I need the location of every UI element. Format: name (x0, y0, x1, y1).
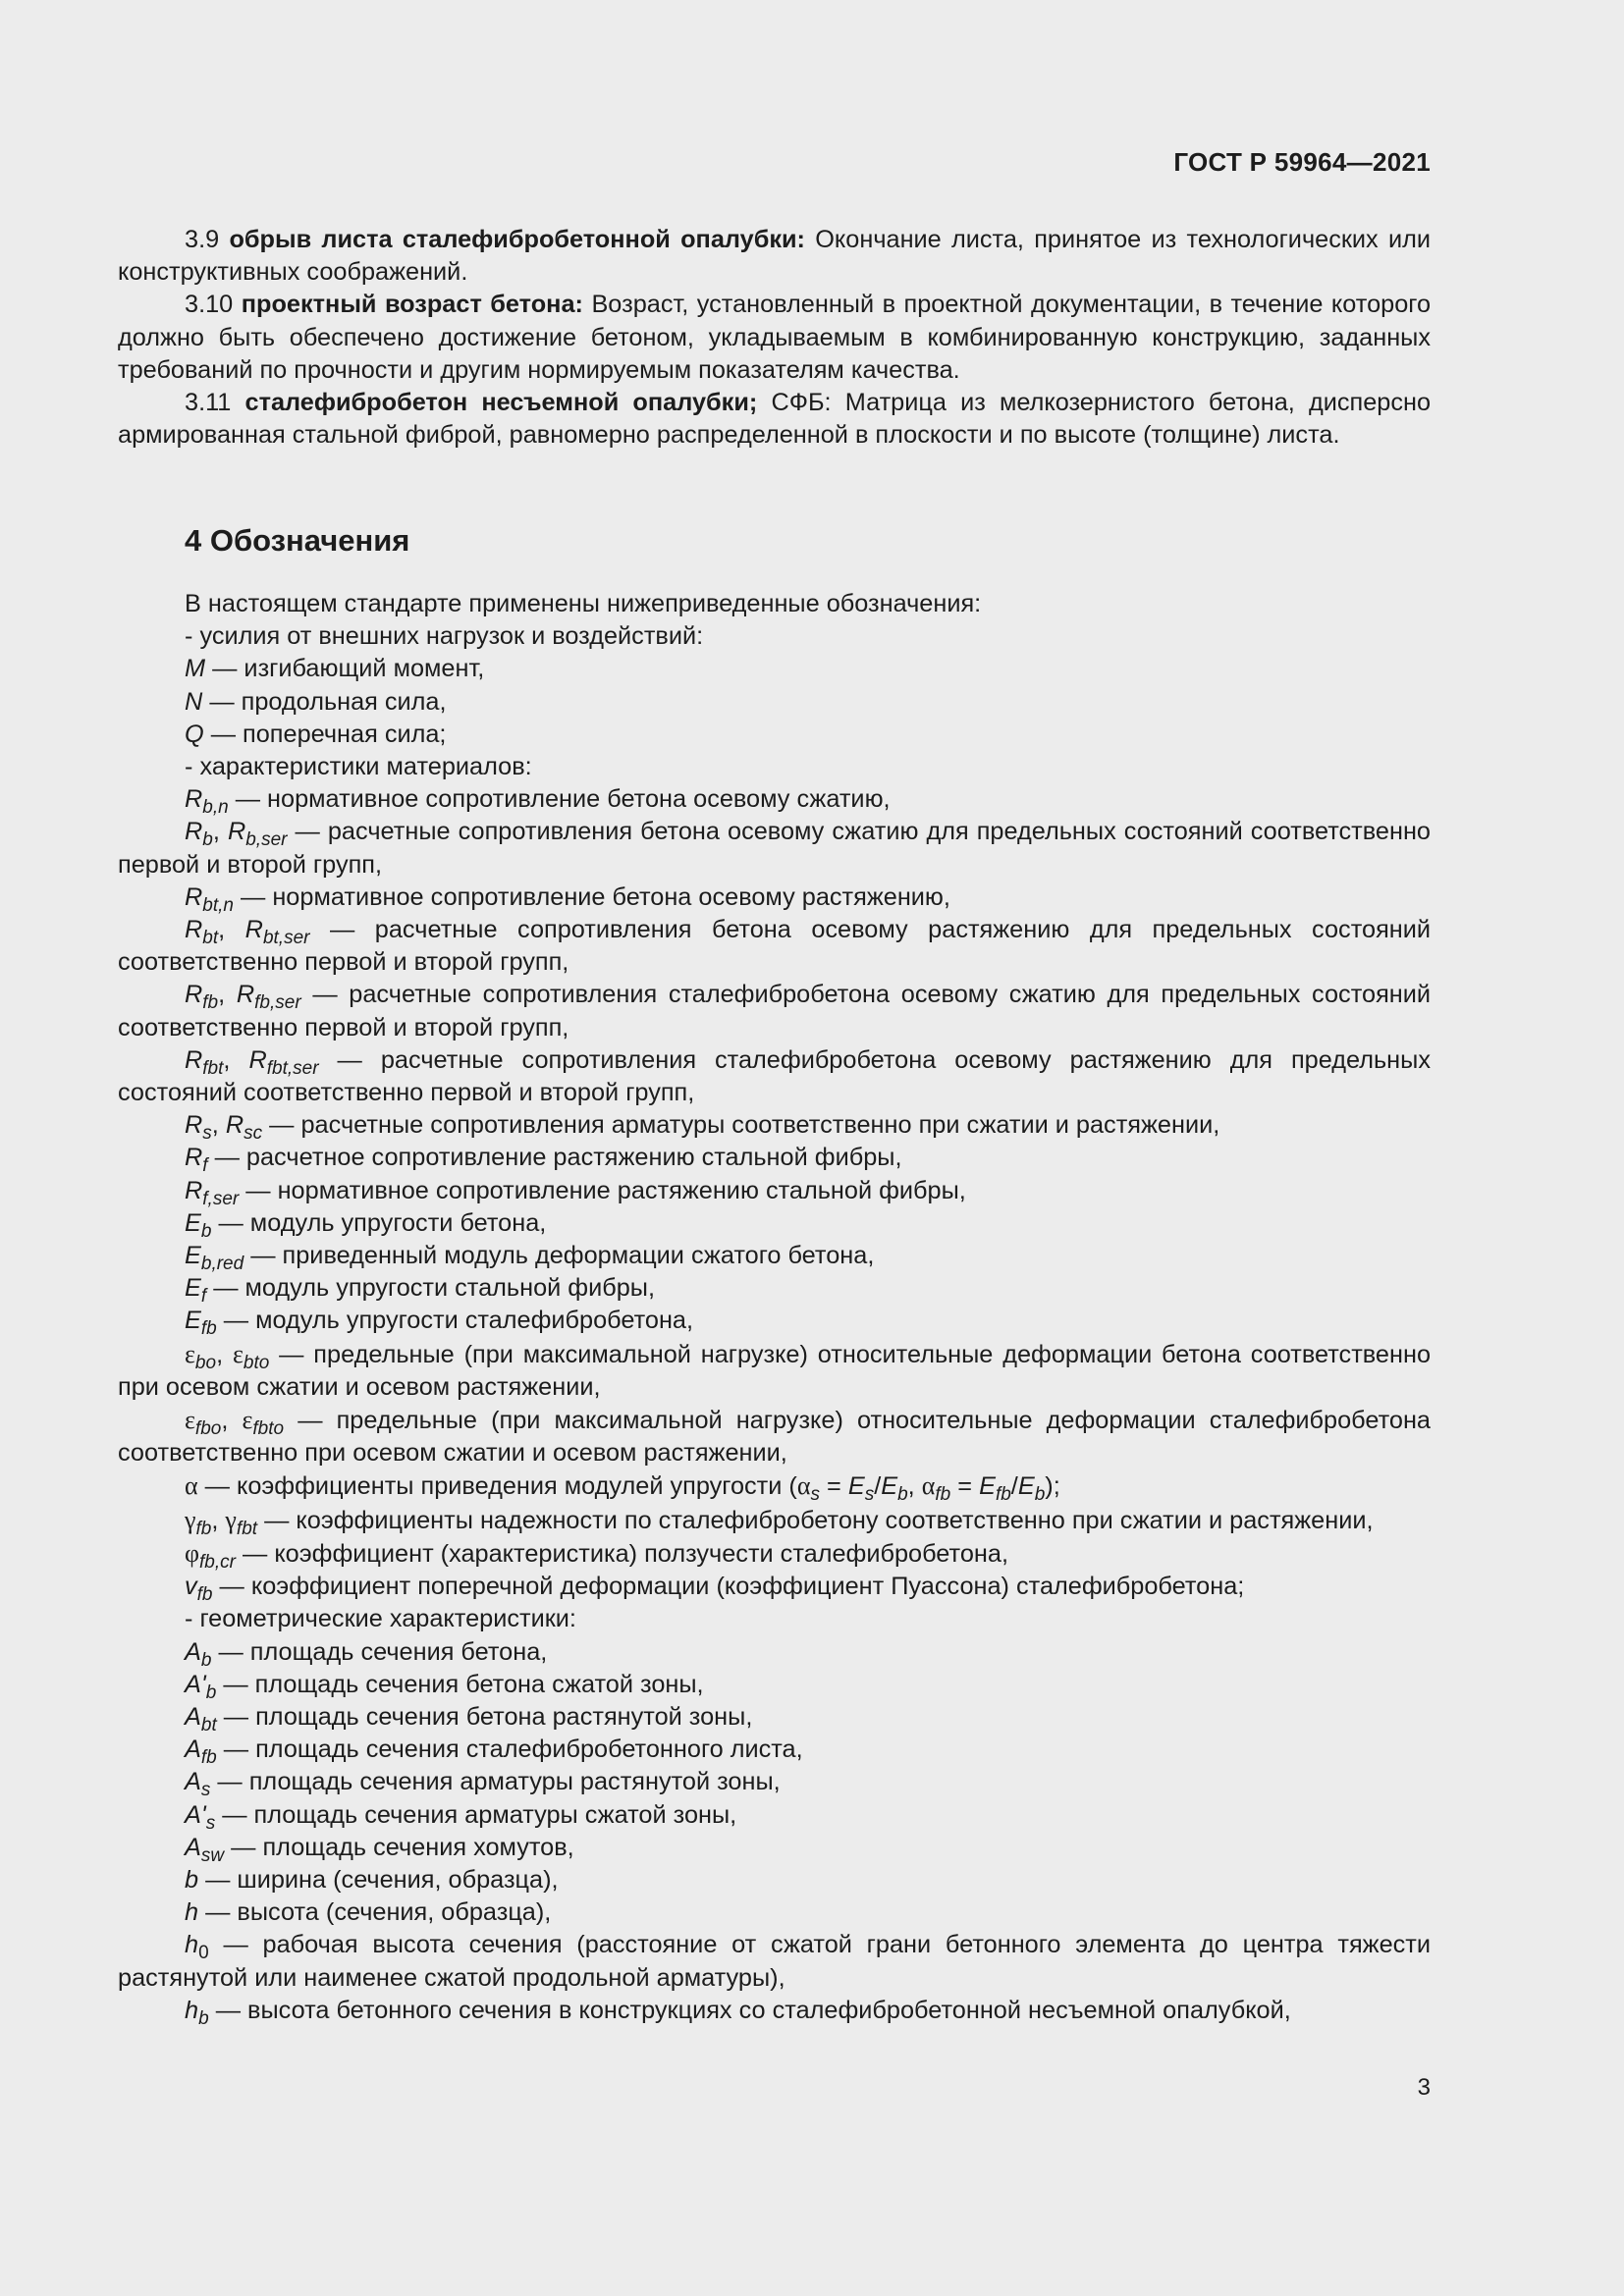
notation-nu: $v_{fb}$ — коэффициент поперечной деформации (коэффициент Пуассона) сталефибробетона; (185, 1573, 1245, 1606)
definition-3-9: 3.9 обрыв листа сталефибробетонной опалубки: Окончание листа, принятое из технологических или конструктивных соображений. (118, 226, 1431, 287)
notation-Asw: $A_{sw}$ — площадь сечения хомутов, (185, 1833, 574, 1866)
notation-M: M — изгибающий момент, (185, 655, 485, 683)
definition-3-10: 3.10 проектный возраст бетона: Возраст, установленный в проектной документации, в течение которого должно быть обеспечено достижение бетоном, укладываемым в комбинированную конструкцию, заданных требований по прочности и другим нормируемым показателям качества. (118, 291, 1432, 384)
definitions-block (118, 224, 1431, 452)
notation-Ef: $E_f$ — модуль упругости стальной фибры, (185, 1274, 656, 1308)
notation-Rf: $R_f$ — расчетное сопротивление растяжению стальной фибры, (185, 1144, 902, 1177)
notation-phi: $\varphi_{fb,cr}$ — коэффициент (характеристика) ползучести сталефибробетона, (185, 1538, 1008, 1573)
notation-Rfser: $R_{f,ser}$ — нормативное сопротивление растяжению стальной фибры, (185, 1176, 966, 1209)
notation-Afb: $A_{fb}$ — площадь сечения сталефибробетонного листа, (185, 1735, 803, 1769)
notation-Efb: $E_{fb}$ — модуль упругости сталефибробетона, (185, 1307, 694, 1340)
notation-Rfbt: $R_{fbt}$, $R_{fbt,ser}$ — расчетные сопротивления сталефибробетона осевому растяжению для предельных состояний соответственно первой и второй групп, (118, 1045, 1431, 1107)
notation-Rbt: $R_{bt}$, $R_{bt,ser}$ — расчетные сопротивления бетона осевому растяжению для предельных состояний соответственно первой и второй групп, (118, 916, 1431, 977)
page-number: 3 (1417, 2074, 1431, 2101)
term-title: обрыв листа сталефибробетонной опалубки: (229, 226, 805, 253)
term-title: проектный возраст бетона: (241, 291, 583, 319)
group-materials: - характеристики материалов: (185, 753, 532, 781)
notation-Rbtn: $R_{bt,n}$ — нормативное сопротивление бетона осевому растяжению, (185, 882, 950, 916)
notation-Rfb: $R_{fb}$, $R_{fb,ser}$ — расчетные сопротивления сталефибробетона осевому сжатию для предельных состояний соответственно первой и второй групп, (118, 981, 1432, 1041)
notation-eps-fb: $\varepsilon_{fbo}$, $\varepsilon_{fbto}$ — предельные (при максимальной нагрузке) относительные деформации сталефибробетона соответственно при осевом сжатии и осевом растяжении, (118, 1406, 1432, 1468)
notation-h0: $h_0$ — рабочая высота сечения (расстояние от сжатой грани бетонного элемента до центра тяжести растянутой или наименее сжатой продольной арматуры), (118, 1931, 1432, 1992)
document-code: ГОСТ Р 59964—2021 (1173, 147, 1431, 177)
notation-alpha: α — коэффициенты приведения модулей упругости ($\alpha_s = E_s/E_b$, $\alpha_{fb} = E_{fb}/E_b$); (185, 1471, 1060, 1506)
notation-Rbn: $R_{b,n}$ — нормативное сопротивление бетона осевому сжатию, (185, 785, 891, 819)
notation-Aps: $A'_s$ — площадь сечения арматуры сжатой зоны, (185, 1800, 737, 1834)
section-intro: В настоящем стандарте применены нижеприведенные обозначения: (185, 590, 982, 617)
notation-N: N — продольная сила, (185, 687, 447, 716)
group-loads: - усилия от внешних нагрузок и воздействий: (185, 622, 704, 651)
notation-As: $A_s$ — площадь сечения арматуры растянутой зоны, (185, 1768, 781, 1801)
notation-Eb: $E_b$ — модуль упругости бетона, (185, 1208, 547, 1242)
notation-gamma: $\gamma_{fb}$, $\gamma_{fbt}$ — коэффициенты надежности по сталефибробетону соответственно при сжатии и растяжении, (185, 1505, 1374, 1539)
section-heading: 4 Обозначения (185, 523, 410, 558)
notation-Apb: $A'_b$ — площадь сечения бетона сжатой зоны, (185, 1670, 704, 1703)
notation-Ab: $A_b$ — площадь сечения бетона, (185, 1637, 548, 1671)
group-geometry: - геометрические характеристики: (185, 1605, 576, 1633)
notation-h: h — высота (сечения, образца), (185, 1898, 552, 1927)
notation-Ebred: $E_{b,red}$ — приведенный модуль деформации сжатого бетона, (185, 1242, 875, 1275)
notation-Rs: $R_s$, $R_{sc}$ — расчетные сопротивления арматуры соответственно при сжатии и растяжении, (185, 1111, 1220, 1145)
notation-Abt: $A_{bt}$ — площадь сечения бетона растянутой зоны, (185, 1702, 753, 1735)
notation-Q: Q — поперечная сила; (185, 720, 447, 748)
notation-list (118, 588, 1431, 2027)
term-title: сталефибробетон несъемной опалубки; (244, 389, 758, 417)
notation-b: b — ширина (сечения, образца), (185, 1865, 559, 1894)
notation-Rb: $R_b$, $R_{b,ser}$ — расчетные сопротивления бетона осевому сжатию для предельных состояний соответственно первой и второй групп, (118, 818, 1432, 879)
notation-hb: $h_b$ — высота бетонного сечения в конструкциях со сталефибробетонной несъемной опалубкой, (185, 1996, 1291, 2029)
notation-eps-b: $\varepsilon_{bo}$, $\varepsilon_{bto}$ — предельные (при максимальной нагрузке) относительные деформации бетона соответственно при осевом сжатии и осевом растяжении, (118, 1339, 1432, 1401)
definition-3-11: 3.11 сталефибробетон несъемной опалубки; СФБ: Матрица из мелкозернистого бетона, дисперсно армированная стальной фиброй, равномерно распределенной в плоскости и по высоте (толщине) листа. (118, 389, 1432, 450)
